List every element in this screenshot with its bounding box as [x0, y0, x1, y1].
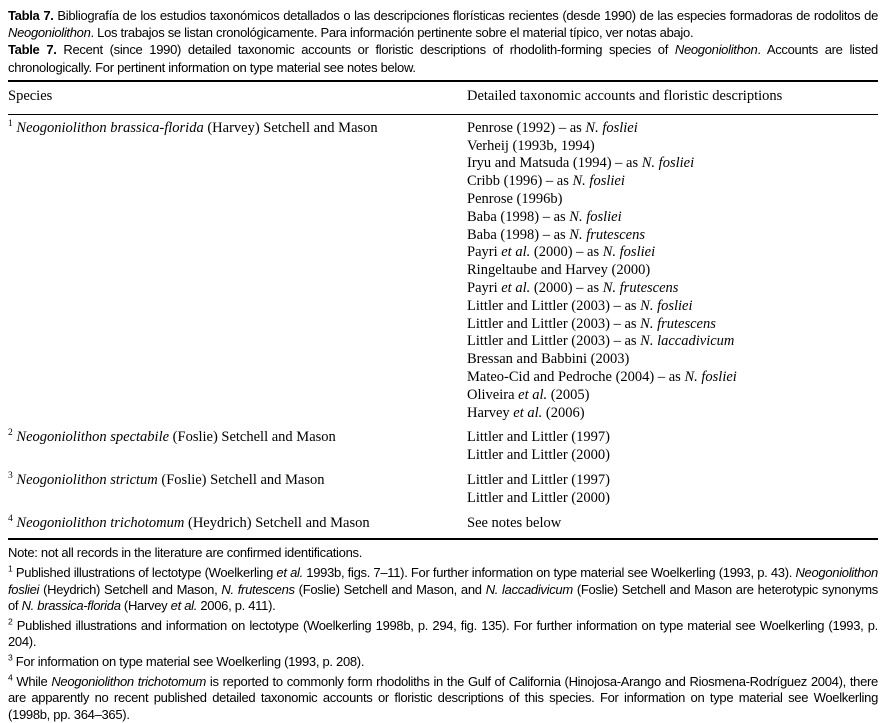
- table-row: [8, 120, 878, 423]
- account-line: Baba (1998) – as N. frutescens: [467, 227, 878, 245]
- table-row: [8, 429, 878, 465]
- account-line: See notes below: [467, 515, 878, 533]
- account-line: Littler and Littler (1997): [467, 472, 878, 490]
- account-line: Littler and Littler (2003) – as N. laccadivicum: [467, 333, 878, 351]
- accounts-cell: [467, 472, 878, 508]
- account-line: Baba (1998) – as N. fosliei: [467, 209, 878, 227]
- species-cell: $^1$ Neogoniolithon brassica-florida (Harvey) Setchell and Mason: [8, 120, 467, 423]
- account-line: Oliveira et al. (2005): [467, 387, 878, 405]
- account-line: Iryu and Matsuda (1994) – as N. fosliei: [467, 155, 878, 173]
- account-line: Littler and Littler (2003) – as N. fosliei: [467, 298, 878, 316]
- footnote-2: $^2$ Published illustrations and information on lectotype (Woelkerling 1998b, p. 294, fig. 135). For further information on type material see Woelkerling (1993, p. 204).: [8, 618, 878, 651]
- account-line: Penrose (1992) – as N. fosliei: [467, 120, 878, 138]
- footnote-4: $^4$ While Neogoniolithon trichotomum is reported to commonly form rhodoliths in the Gulf of California (Hinojosa-Arango and Riosmena-Rodríguez 2004), there are apparently no recent published detailed taxonomic accounts or floristic descriptions of this species. For information on type material see Woelkerling (1998b, pp. 364–365).: [8, 674, 878, 723]
- species-cell: $^2$ Neogoniolithon spectabile (Foslie) Setchell and Mason: [8, 429, 467, 465]
- note-general: Note: not all records in the literature are confirmed identifications.: [8, 545, 878, 562]
- account-line: Penrose (1996b): [467, 191, 878, 209]
- accounts-cell: [467, 429, 878, 465]
- table-header-row: [8, 82, 878, 114]
- table-body: [8, 115, 878, 539]
- notes-section: [8, 545, 878, 723]
- account-line: Payri et al. (2000) – as N. fosliei: [467, 244, 878, 262]
- caption-spanish: Tabla 7. Bibliografía de los estudios taxonómicos detallados o las descripciones florísticas recientes (desde 1990) de las especies formadoras de rodolitos de Neogoniolithon. Los trabajos se listan cronológicamente. Para información pertinente sobre el material típico, ver notas abajo.: [8, 7, 878, 41]
- account-line: Mateo-Cid and Pedroche (2004) – as N. fosliei: [467, 369, 878, 387]
- table-row: [8, 515, 878, 533]
- account-line: Bressan and Babbini (2003): [467, 351, 878, 369]
- account-line: Littler and Littler (2000): [467, 447, 878, 465]
- accounts-cell: [467, 515, 878, 533]
- species-cell: $^3$ Neogoniolithon strictum (Foslie) Setchell and Mason: [8, 472, 467, 508]
- species-cell: $^4$ Neogoniolithon trichotomum (Heydrich) Setchell and Mason: [8, 515, 467, 533]
- table-bottom-rule: [8, 538, 878, 540]
- accounts-cell: [467, 120, 878, 423]
- account-line: Verheij (1993b, 1994): [467, 138, 878, 156]
- column-header-species: Species: [8, 88, 467, 105]
- caption-english: Table 7. Recent (since 1990) detailed taxonomic accounts or floristic descriptions of rhodolith-forming species of Neogoniolithon. Accounts are listed chronologically. For pertinent information on type material see notes below.: [8, 41, 878, 75]
- account-line: Cribb (1996) – as N. fosliei: [467, 173, 878, 191]
- footnote-1: $^1$ Published illustrations of lectotype (Woelkerling et al. 1993b, figs. 7–11). For further information on type material see Woelkerling (1993, p. 43). Neogoniolithon fosliei (Heydrich) Setchell and Mason, N. frutescens (Foslie) Setchell and Mason, and N. laccadivicum (Foslie) Setchell and Mason are heterotypic synonyms of N. brassica-florida (Harvey et al. 2006, p. 411).: [8, 565, 878, 615]
- account-line: Littler and Littler (1997): [467, 429, 878, 447]
- table-row: [8, 472, 878, 508]
- footnote-3: $^3$ For information on type material see Woelkerling (1993, p. 208).: [8, 654, 878, 671]
- account-line: Harvey et al. (2006): [467, 405, 878, 423]
- account-line: Ringeltaube and Harvey (2000): [467, 262, 878, 280]
- column-header-accounts: Detailed taxonomic accounts and floristic descriptions: [467, 88, 878, 105]
- account-line: Payri et al. (2000) – as N. frutescens: [467, 280, 878, 298]
- account-line: Littler and Littler (2003) – as N. frutescens: [467, 316, 878, 334]
- account-line: Littler and Littler (2000): [467, 490, 878, 508]
